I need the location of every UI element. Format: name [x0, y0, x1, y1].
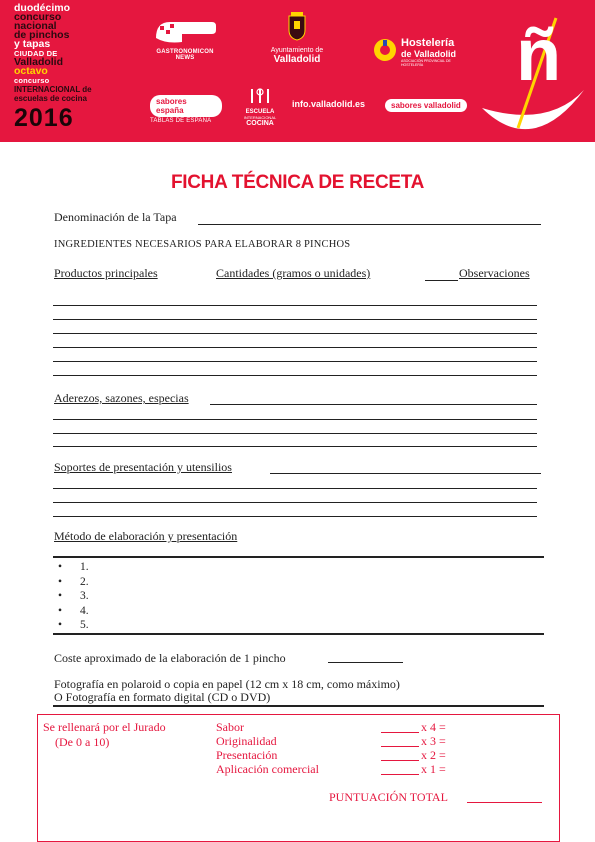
total-label: PUNTUACIÓN TOTAL — [329, 790, 448, 804]
list-item[interactable]: • 3. — [58, 590, 89, 603]
col-cantidades: Cantidades (gramos o unidades) — [216, 266, 371, 280]
brand-line: nacional — [14, 20, 57, 32]
criterion-label: Sabor — [216, 720, 244, 734]
denominacion-label: Denominación de la Tapa — [54, 210, 177, 224]
city-shield-icon — [285, 12, 309, 42]
list-item[interactable]: • 1. — [58, 561, 89, 573]
chef-cap-icon — [152, 18, 218, 44]
criterion-multiplier: x 4 = — [421, 720, 446, 734]
foto-label-2: O Fotografía en formato digital (CD o DVD) — [54, 690, 271, 704]
brand-line: octavo — [14, 65, 48, 77]
denominacion-field[interactable] — [198, 224, 541, 225]
brand-line: y tapas — [14, 38, 51, 50]
ayuntamiento-label: Ayuntamiento de — [270, 47, 324, 54]
escuela-logo — [240, 88, 280, 127]
productos-line[interactable] — [53, 347, 537, 348]
cutlery-icon — [245, 88, 275, 104]
hosteleria-city: de Valladolid — [401, 49, 457, 59]
productos-line[interactable] — [53, 375, 537, 376]
cocina-label: COCINA — [246, 120, 274, 127]
brand-line: de pinchos — [14, 29, 70, 41]
valladolid-label: Valladolid — [273, 54, 321, 65]
productos-line[interactable] — [53, 361, 537, 362]
hosteleria-logo — [373, 38, 463, 67]
criterion-label: Aplicación comercial — [216, 762, 319, 776]
escuela-sub: INTERNACIONAL — [243, 115, 277, 120]
foto-rule — [53, 705, 544, 707]
list-item[interactable]: • 5. — [58, 619, 89, 632]
score-field[interactable] — [381, 732, 419, 733]
brand-line: duodécimo — [14, 2, 71, 14]
coste-label: Coste aproximado de la elaboración de 1 pincho — [54, 651, 286, 665]
aderezos-label: Aderezos, sazones, especias — [54, 391, 189, 405]
escuela-label: ESCUELA — [245, 109, 275, 115]
soportes-field[interactable] — [270, 473, 541, 474]
sabores-espana-logo — [150, 95, 222, 124]
productos-line[interactable] — [53, 319, 537, 320]
metodo-label: Método de elaboración y presentación — [54, 529, 238, 543]
metodo-top-rule — [53, 556, 544, 558]
col-observaciones: Observaciones — [459, 266, 530, 280]
ayuntamiento-logo — [262, 12, 332, 65]
website-link[interactable]: info.valladolid.es — [292, 99, 366, 109]
score-field[interactable] — [381, 746, 419, 747]
col-productos: Productos principales — [54, 266, 158, 280]
enie-logo — [478, 8, 588, 138]
hosteleria-sub: ASOCIACIÓN PROVINCIAL DE HOSTELERÍA — [401, 59, 451, 67]
aderezos-line[interactable] — [53, 446, 537, 447]
productos-line[interactable] — [53, 333, 537, 334]
foto-label-1: Fotografía en polaroid o copia en papel (12 cm x 18 cm, como máximo) — [54, 677, 400, 691]
aderezos-line[interactable] — [53, 433, 537, 434]
list-item[interactable]: • 4. — [58, 604, 89, 617]
jury-note: Se rellenará por el Jurado — [43, 720, 166, 734]
brand-line: concurso — [14, 76, 50, 85]
soportes-label: Soportes de presentación y utensilios — [54, 460, 232, 474]
ingredientes-heading: INGREDIENTES NECESARIOS PARA ELABORAR 8 PINCHOS — [54, 239, 351, 250]
soportes-line[interactable] — [53, 488, 537, 489]
sabores-espana-label: sabores españa — [150, 95, 222, 117]
col-separator — [425, 280, 458, 281]
criterion-multiplier: x 1 = — [421, 762, 446, 776]
steps-list — [58, 560, 89, 633]
soportes-line[interactable] — [53, 516, 537, 517]
page-title: FICHA TÉCNICA DE RECETA — [170, 172, 425, 193]
criterion-multiplier: x 3 = — [421, 734, 446, 748]
productos-line[interactable] — [53, 305, 537, 306]
hosteleria-label: Hostelería — [401, 37, 455, 49]
gastronomicon-logo — [150, 18, 220, 61]
contest-year: 2016 — [14, 104, 74, 132]
criterion-label: Presentación — [216, 748, 278, 762]
aderezos-field[interactable] — [210, 404, 537, 405]
criterion-multiplier: x 2 = — [421, 748, 446, 762]
aderezos-line[interactable] — [53, 419, 537, 420]
sabores-valladolid-label: sabores valladolid — [385, 99, 467, 112]
brand-line: CIUDAD DE — [14, 49, 58, 58]
jury-scale: (De 0 a 10) — [55, 735, 110, 749]
criterion-label: Originalidad — [216, 734, 277, 748]
metodo-bottom-rule — [53, 633, 544, 635]
score-field[interactable] — [381, 760, 419, 761]
total-field[interactable] — [467, 802, 542, 803]
hosteleria-emblem-icon — [373, 38, 397, 62]
coste-field[interactable] — [328, 662, 403, 663]
sabores-espana-sub: TABLAS DE ESPAÑA — [150, 118, 212, 124]
list-item[interactable]: • 2. — [58, 575, 89, 588]
brand-line: Valladolid — [14, 56, 64, 68]
header-banner — [0, 0, 595, 142]
brand-line: concurso — [14, 11, 62, 23]
gastro-label: GASTRONOMICON NEWS — [156, 49, 214, 61]
sabores-valladolid-logo — [385, 95, 467, 113]
brand-line: escuelas de cocina — [14, 94, 87, 103]
brand-line: INTERNACIONAL de — [14, 85, 92, 94]
contest-brand — [14, 4, 124, 131]
score-field[interactable] — [381, 774, 419, 775]
enie-letter: ñ — [516, 13, 562, 96]
soportes-line[interactable] — [53, 502, 537, 503]
